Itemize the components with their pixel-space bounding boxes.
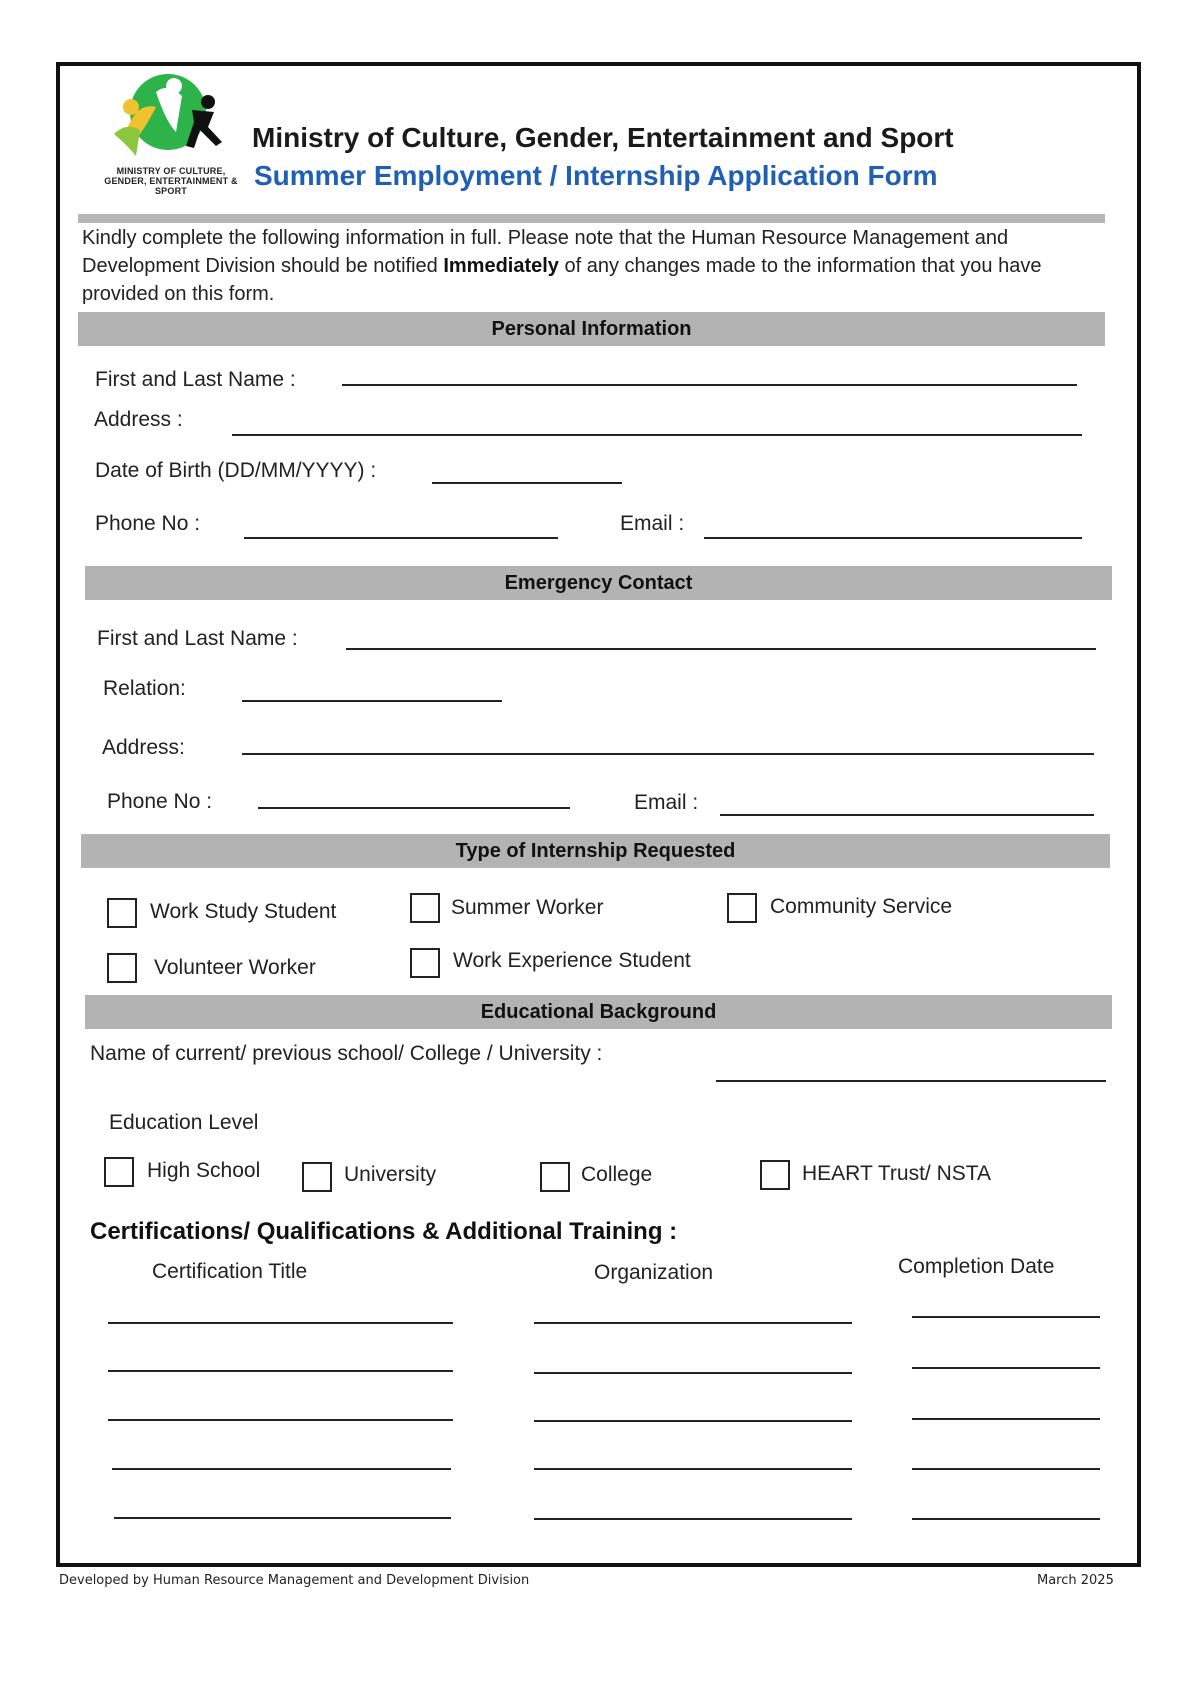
personal-dob-field[interactable] [432, 482, 622, 484]
personal-name-label: First and Last Name : [95, 368, 296, 391]
emergency-email-label: Email : [634, 791, 699, 814]
cert-title-field-4[interactable] [112, 1468, 451, 1470]
logo-caption: MINISTRY OF CULTURE, GENDER, ENTERTAINMENT & SPORT [104, 166, 238, 196]
level-label-university: University [344, 1163, 437, 1186]
personal-address-label: Address : [94, 408, 183, 431]
section-internship-type: Type of Internship Requested [81, 834, 1110, 868]
emergency-phone-field[interactable] [258, 807, 570, 809]
personal-email-field[interactable] [704, 537, 1082, 539]
option-label-work-study-student: Work Study Student [150, 900, 337, 923]
checkbox-heart-trust-nsta[interactable] [760, 1160, 790, 1190]
section-educational-background: Educational Background [85, 995, 1112, 1029]
school-name-field[interactable] [716, 1080, 1106, 1082]
form-title: Summer Employment / Internship Application Form [254, 160, 938, 191]
cert-organization-field-2[interactable] [534, 1372, 852, 1374]
option-label-work-experience-student: Work Experience Student [453, 949, 691, 972]
column-completion-date: Completion Date [898, 1255, 1055, 1278]
personal-dob-label: Date of Birth (DD/MM/YYYY) : [95, 459, 377, 482]
column-certification-title: Certification Title [152, 1260, 308, 1283]
cert-title-field-5[interactable] [114, 1517, 451, 1519]
checkbox-work-study-student[interactable] [107, 898, 137, 928]
personal-email-label: Email : [620, 512, 685, 535]
option-label-community-service: Community Service [770, 895, 953, 918]
cert-title-field-1[interactable] [108, 1322, 453, 1324]
cert-date-field-1[interactable] [912, 1316, 1100, 1318]
emergency-address-label: Address: [102, 736, 185, 759]
cert-date-field-5[interactable] [912, 1518, 1100, 1520]
checkbox-high-school[interactable] [104, 1157, 134, 1187]
section-emergency-contact: Emergency Contact [85, 566, 1112, 600]
personal-name-field[interactable] [342, 384, 1077, 386]
cert-title-field-2[interactable] [108, 1370, 453, 1372]
checkbox-university[interactable] [302, 1162, 332, 1192]
ministry-logo [96, 72, 246, 210]
personal-phone-field[interactable] [244, 537, 558, 539]
level-label-heart-trust-nsta: HEART Trust/ NSTA [802, 1162, 992, 1185]
emergency-name-field[interactable] [346, 648, 1096, 650]
checkbox-community-service[interactable] [727, 893, 757, 923]
intro-text-end: of any changes made to the information that you have provided on this form. [82, 255, 1042, 305]
cert-date-field-3[interactable] [912, 1418, 1100, 1420]
option-label-volunteer-worker: Volunteer Worker [154, 956, 316, 979]
logo-figures-icon [96, 72, 246, 172]
level-label-college: College [581, 1163, 653, 1186]
option-label-summer-worker: Summer Worker [451, 896, 604, 919]
cert-organization-field-5[interactable] [534, 1518, 852, 1520]
cert-title-field-3[interactable] [108, 1419, 453, 1421]
footer-date: March 2025 [1037, 1573, 1114, 1588]
emergency-relation-field[interactable] [242, 700, 502, 702]
checkbox-work-experience-student[interactable] [410, 948, 440, 978]
cert-organization-field-1[interactable] [534, 1322, 852, 1324]
school-name-label: Name of current/ previous school/ College / University : [90, 1042, 603, 1065]
emergency-relation-label: Relation: [103, 677, 186, 700]
footer-credit: Developed by Human Resource Management and Development Division [59, 1573, 530, 1588]
intro-text: Kindly complete the following information in full. Please note that the Human Resource Management and Development Division should be notified [82, 227, 1009, 277]
intro-paragraph [82, 224, 1122, 308]
cert-organization-field-4[interactable] [534, 1468, 852, 1470]
cert-date-field-4[interactable] [912, 1468, 1100, 1470]
emergency-address-field[interactable] [242, 753, 1094, 755]
cert-date-field-2[interactable] [912, 1367, 1100, 1369]
checkbox-college[interactable] [540, 1162, 570, 1192]
intro-emphasis: Immediately [443, 255, 559, 277]
header-divider [78, 214, 1105, 223]
checkbox-summer-worker[interactable] [410, 893, 440, 923]
cert-organization-field-3[interactable] [534, 1420, 852, 1422]
certifications-heading: Certifications/ Qualifications & Additional Training : [90, 1218, 678, 1245]
emergency-phone-label: Phone No : [107, 790, 213, 813]
section-personal-information: Personal Information [78, 312, 1105, 346]
personal-phone-label: Phone No : [95, 512, 201, 535]
emergency-email-field[interactable] [720, 814, 1094, 816]
level-label-high-school: High School [147, 1159, 261, 1182]
checkbox-volunteer-worker[interactable] [107, 953, 137, 983]
ministry-name: Ministry of Culture, Gender, Entertainment and Sport [252, 122, 954, 153]
education-level-label: Education Level [109, 1111, 259, 1134]
personal-address-field[interactable] [232, 434, 1082, 436]
column-organization: Organization [594, 1261, 714, 1284]
emergency-name-label: First and Last Name : [97, 627, 298, 650]
